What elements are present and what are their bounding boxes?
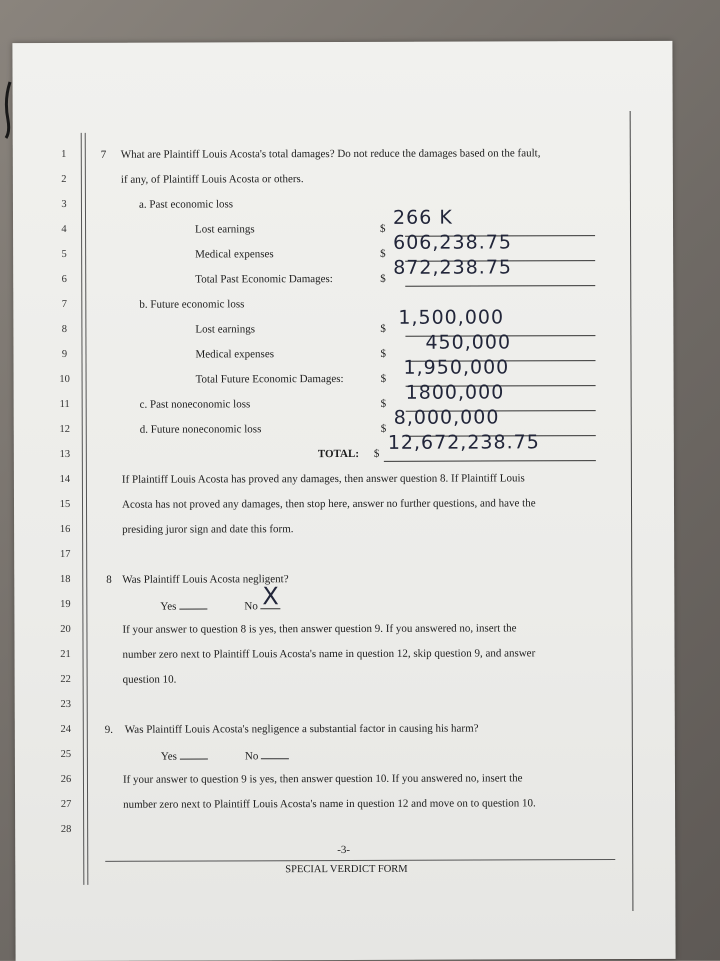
margin-rule-left: [81, 133, 85, 885]
line-number: 20: [60, 623, 71, 635]
line-number: 25: [60, 748, 72, 760]
amount-line: [405, 285, 595, 287]
instruction-text: presiding juror sign and date this form.: [122, 523, 294, 536]
yes-label: Yes: [160, 600, 177, 613]
instruction-text: If Plaintiff Louis Acosta has proved any damages, then answer question 8. If Plaintiff Louis: [121, 472, 525, 486]
line-number: 6: [61, 273, 67, 285]
line-number: 2: [61, 173, 67, 185]
page-number: -3-: [337, 843, 351, 857]
dollar-sign: $: [380, 347, 387, 360]
section-label: a. Past economic loss: [138, 198, 234, 211]
handwritten-amount: 1,500,000: [398, 306, 505, 329]
section-label: b. Future economic loss: [139, 298, 245, 311]
line-number: 9: [61, 348, 68, 360]
handwritten-amount: 266 K: [392, 206, 453, 229]
line-number: 23: [60, 698, 71, 710]
line-number: 13: [59, 448, 71, 460]
yes-option: [160, 598, 207, 612]
question-number: 9.: [104, 723, 114, 736]
handwritten-amount: 450,000: [425, 331, 512, 354]
question-text: Was Plaintiff Louis Acosta negligent?: [122, 573, 289, 586]
item-label: Lost earnings: [195, 323, 255, 336]
question-number: 8: [106, 573, 112, 586]
line-number: 1: [61, 148, 67, 160]
line-number: 5: [61, 248, 67, 260]
checkmark-x: X: [262, 582, 280, 611]
line-number: 7: [61, 298, 67, 310]
handwritten-amount: 872,238.75: [393, 256, 513, 279]
item-label: Medical expenses: [195, 248, 274, 261]
handwritten-amount: 1800,000: [405, 381, 505, 404]
dollar-sign: $: [380, 272, 386, 285]
handwritten-total: 12,672,238.75: [387, 431, 540, 454]
item-label: Lost earnings: [195, 223, 255, 236]
dollar-sign: $: [380, 222, 386, 235]
no-label: No: [244, 750, 259, 763]
line-number: 14: [59, 473, 71, 485]
line-number: 26: [60, 773, 72, 785]
yes-blank[interactable]: [180, 748, 208, 759]
question-number: 7: [100, 148, 107, 161]
footer-rule: [105, 859, 615, 862]
line-number: 19: [60, 598, 71, 610]
line-number: 17: [59, 548, 71, 560]
no-blank[interactable]: [261, 748, 289, 759]
item-label: Total Future Economic Damages:: [195, 373, 344, 386]
line-number: 21: [60, 648, 71, 660]
instruction-text: Acosta has not proved any damages, then stop here, answer no further questions, and have the: [121, 497, 536, 511]
dollar-sign: $: [380, 397, 387, 410]
line-number: 11: [59, 398, 70, 410]
item-label: Medical expenses: [195, 348, 275, 361]
margin-rule-right: [630, 111, 634, 911]
question-text: What are Plaintiff Louis Acosta's total damages? Do not reduce the damages based on the fault,: [120, 147, 541, 161]
line-number: 27: [60, 798, 72, 810]
line-number: 22: [60, 673, 71, 685]
line-number: 18: [60, 573, 71, 585]
yes-label: Yes: [160, 750, 177, 763]
question-text: if any, of Plaintiff Louis Acosta or others.: [120, 173, 304, 186]
footer-title: SPECIAL VERDICT FORM: [285, 863, 408, 876]
line-number: 10: [59, 373, 70, 385]
total-label: TOTAL:: [317, 447, 360, 461]
yes-option: [161, 748, 208, 762]
yes-blank[interactable]: [179, 598, 207, 609]
instruction-text: number zero next to Plaintiff Louis Acosta's name in question 12, skip question 9, and answer: [122, 647, 536, 661]
no-label: No: [244, 600, 258, 613]
instruction-text: If your answer to question 9 is yes, then answer question 10. If you answered no, insert the: [122, 772, 523, 786]
line-number: 3: [61, 198, 67, 210]
dollar-sign: $: [380, 322, 386, 335]
line-number: 28: [60, 823, 72, 835]
dollar-sign: $: [380, 422, 387, 435]
handwritten-amount: 606,238.75: [393, 231, 512, 254]
question-text: Was Plaintiff Louis Acosta's negligence a substantial factor in causing his harm?: [124, 722, 479, 736]
amount-line: [384, 460, 596, 462]
line-number: 16: [59, 523, 71, 535]
line-number: 8: [61, 323, 68, 335]
dollar-sign: $: [373, 447, 380, 460]
section-label: c. Past noneconomic loss: [139, 398, 251, 411]
handwritten-amount: 1,950,000: [403, 356, 510, 379]
line-number: 12: [59, 423, 71, 435]
instruction-text: number zero next to Plaintiff Louis Acosta's name in question 12 and move on to question 10.: [123, 797, 536, 811]
line-number: 4: [61, 223, 67, 235]
handwritten-amount: 8,000,000: [393, 406, 500, 429]
dollar-sign: $: [380, 372, 387, 385]
margin-rule-left-inner: [85, 133, 89, 885]
instruction-text: question 10.: [122, 673, 177, 686]
verdict-page: [12, 41, 675, 961]
line-number: 24: [60, 723, 72, 735]
instruction-text: If your answer to question 8 is yes, then answer question 9. If you answered no, insert the: [122, 622, 517, 636]
line-number: 15: [59, 498, 71, 510]
no-option: [245, 748, 289, 762]
dollar-sign: $: [380, 247, 386, 260]
item-label: Total Past Economic Damages:: [195, 273, 333, 286]
section-label: d. Future noneconomic loss: [139, 423, 262, 436]
